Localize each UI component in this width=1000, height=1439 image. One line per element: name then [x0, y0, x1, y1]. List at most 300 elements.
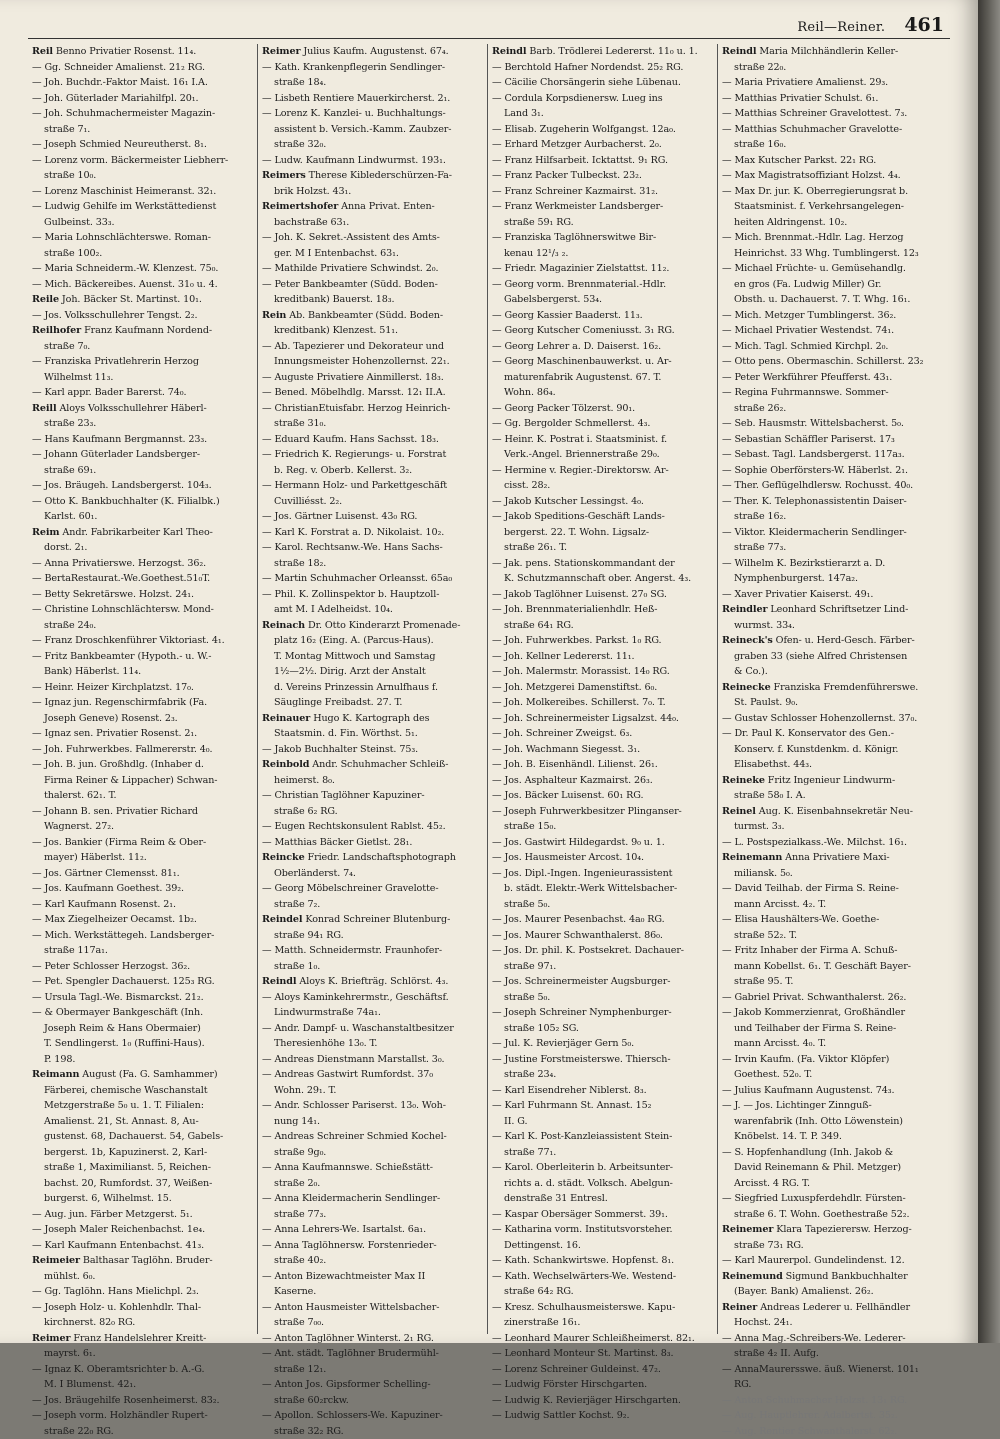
directory-entry-line: — Gg. Schneider Amalienst. 21₂ RG.	[32, 60, 253, 76]
directory-entry-line: — J. — Jos. Lichtinger Zinnguß-	[722, 1098, 944, 1114]
directory-entry-line: Land 3₁.	[492, 106, 713, 122]
directory-entry-line: — Bened. Möbelhdlg. Marsst. 12₁ II.A.	[262, 385, 483, 401]
directory-entry-line: straße 58₀ I. A.	[722, 788, 944, 804]
directory-entry-line: straße 15₀.	[492, 819, 713, 835]
directory-entry-line: straße 24₀.	[32, 618, 253, 634]
directory-entry-line: — Anton Taglöhner Winterst. 2₁ RG.	[262, 1331, 483, 1347]
directory-entry-line: — Anna Kleidermacherin Sendlinger-	[262, 1191, 483, 1207]
directory-entry-line: Gulbeinst. 33₃.	[32, 215, 253, 231]
directory-entry-line: straße 7₁.	[32, 122, 253, 138]
directory-entry-line: — Anna Taglöhnersw. Forstenrieder-	[262, 1238, 483, 1254]
directory-entry-line: — Christine Lohnschlächtersw. Mond-	[32, 602, 253, 618]
directory-entry-line: — Joh. Buchdr.-Faktor Maist. 16₁ I.A.	[32, 75, 253, 91]
directory-entry-line: — Lorenz Maschinist Heimeranst. 32₁.	[32, 184, 253, 200]
directory-entry-line: straße 32₂ RG.	[262, 1424, 483, 1439]
directory-entry-line: — Jos. Maurer Schwanthalerst. 86₀.	[492, 928, 713, 944]
directory-entry-line: miliansk. 5₀.	[722, 866, 944, 882]
directory-entry-line: straße 7₀.	[32, 339, 253, 355]
directory-entry-line: — Jakob Speditions-Geschäft Lands-	[492, 509, 713, 525]
directory-entry-line: — Kresz. Schulhausmeisterswe. Kapu-	[492, 1300, 713, 1316]
directory-entry-line: — Lorenz K. Kanzlei- u. Buchhaltungs-	[262, 106, 483, 122]
directory-entry-line: Heinrichst. 33 Whg. Tumblingerst. 12₃	[722, 246, 944, 262]
directory-entry-line: burgerst. 6, Wilhelmst. 15.	[32, 1191, 253, 1207]
directory-entry-line: brik Holzst. 43₁.	[262, 184, 483, 200]
directory-entry-line: Staatsmin. d. Fin. Wörthst. 5₁.	[262, 726, 483, 742]
directory-entry-line: mayrst. 6₁.	[32, 1346, 253, 1362]
directory-entry-line: — Jos. Volksschullehrer Tengst. 2₂.	[32, 308, 253, 324]
directory-entry-line: — Otto pens. Obermaschin. Schillerst. 23₂	[722, 354, 944, 370]
directory-entry-line: — Joh. Schreiner Zweigst. 6₃.	[492, 726, 713, 742]
directory-entry-line: — Joseph Maler Reichenbachst. 1e₄.	[32, 1222, 253, 1238]
directory-entry-line: — Ab. Tapezierer und Dekorateur und	[262, 339, 483, 355]
directory-entry-line: — Ludwig Sattler Kochst. 9₂.	[492, 1408, 713, 1424]
directory-entry-line: — Leonhard Monteur St. Martinst. 8₃.	[492, 1346, 713, 1362]
directory-entry-line: — Jakob Buchhalter Steinst. 75₃.	[262, 742, 483, 758]
directory-entry-line: Verk.-Angel. Briennerstraße 29₀.	[492, 447, 713, 463]
directory-entry-line: straße 18₄.	[262, 75, 483, 91]
directory-entry-line: — Joh. Brennmaterialienhdlr. Heß-	[492, 602, 713, 618]
directory-entry-line: straße 60₂rckw.	[262, 1393, 483, 1409]
directory-entry-line: — Maria Privatiere Amalienst. 29₃.	[722, 75, 944, 91]
directory-entry-line: — Andreas Schreiner Schmied Kochel-	[262, 1129, 483, 1145]
directory-entry-line: Reimers Therese Kiblederschürzen-Fa-	[262, 168, 483, 184]
directory-entry-line: — & Obermayer Bankgeschäft (Inh.	[32, 1005, 253, 1021]
directory-entry-line: straße 1, Maximilianst. 5, Reichen-	[32, 1160, 253, 1176]
directory-entry-line: — Elisab. Zugeherin Wolfgangst. 12a₀.	[492, 122, 713, 138]
directory-entry-line: — Anna Privatierswe. Herzogst. 36₂.	[32, 556, 253, 572]
directory-entry-line: straße 22₀.	[722, 60, 944, 76]
directory-entry-line: straße 23₄.	[492, 1067, 713, 1083]
directory-entry-line: Reile Joh. Bäcker St. Martinst. 10₁.	[32, 292, 253, 308]
directory-entry-line: — Heinr. Heizer Kirchplatzst. 17₀.	[32, 680, 253, 696]
directory-entry-line: — Michael Privatier Westendst. 74₁.	[722, 323, 944, 339]
directory-entry-line: — Joseph Fuhrwerkbesitzer Plinganser-	[492, 804, 713, 820]
directory-entry-line: straße 73₁ RG.	[722, 1238, 944, 1254]
directory-entry-line: b. Reg. v. Oberb. Kellerst. 3₂.	[262, 463, 483, 479]
directory-entry-line: — Phil. K. Zollinspektor b. Hauptzoll-	[262, 587, 483, 603]
directory-entry-line: — Gg. Taglöhn. Hans Mielichpl. 2₃.	[32, 1284, 253, 1300]
directory-entry-line: — Jos. Bäcker Luisenst. 60₁ RG.	[492, 788, 713, 804]
directory-entry-line: Reil Benno Privatier Rosenst. 11₄.	[32, 44, 253, 60]
directory-entry-line: — Gg. Bergolder Schmellerst. 4₃.	[492, 416, 713, 432]
directory-entry-line: b. städt. Elektr.-Werk Wittelsbacher-	[492, 881, 713, 897]
directory-entry-line: Innungsmeister Hohenzollernst. 22₁.	[262, 354, 483, 370]
directory-entry-line: straße 5₀.	[492, 990, 713, 1006]
directory-entry-line: — Karl K. Forstrat a. D. Nikolaist. 10₂.	[262, 525, 483, 541]
directory-entry-line: straße 22₀ RG.	[32, 1424, 253, 1439]
directory-entry-line: zinerstraße 16₁.	[492, 1315, 713, 1331]
directory-entry-line: — Sebastian Schäffler Pariserst. 17₃	[722, 432, 944, 448]
directory-entry-line: — Joseph vorm. Holzhändler Rupert-	[32, 1408, 253, 1424]
directory-entry-line: straße 16₂.	[722, 509, 944, 525]
directory-entry-line: — Dr. Paul K. Konservator des Gen.-	[722, 726, 944, 742]
directory-entry-line: Säuglinge Freibadst. 27. T.	[262, 695, 483, 711]
directory-entry-line: Dettingenst. 16.	[492, 1238, 713, 1254]
directory-entry-line: en gros (Fa. Ludwig Miller) Gr.	[722, 277, 944, 293]
directory-entry-line: — Karl K. Post-Kanzleiassistent Stein-	[492, 1129, 713, 1145]
directory-entry-line: mayer) Häberlst. 11₂.	[32, 850, 253, 866]
directory-entry-line: — Karl Fuhrmann St. Annast. 15₂	[492, 1098, 713, 1114]
directory-entry-line: straße 77₃.	[262, 1207, 483, 1223]
directory-entry-line: — Xaver Privatier Kaiserst. 49₁.	[722, 587, 944, 603]
directory-entry-line: — Katharina vorm. Institutsvorsteher.	[492, 1222, 713, 1238]
directory-entry-line: — Jos. Asphalteur Kazmairst. 26₃.	[492, 773, 713, 789]
directory-entry-line: — Lisbeth Rentiere Mauerkircherst. 2₁.	[262, 91, 483, 107]
directory-entry-line: amt M. I Adelheidst. 10₄.	[262, 602, 483, 618]
directory-entry-line: richts a. d. städt. Volksch. Abelgun-	[492, 1176, 713, 1192]
directory-entry-line: Reimann August (Fa. G. Samhammer)	[32, 1067, 253, 1083]
directory-entry-line: — Andreas Gastwirt Rumfordst. 37₀	[262, 1067, 483, 1083]
directory-entry-line: mann Arcisst. 4₂. T.	[722, 897, 944, 913]
directory-entry-line: — Georg Packer Tölzerst. 90₁.	[492, 401, 713, 417]
directory-entry-line: — Karol. Oberleiterin b. Arbeitsunter-	[492, 1160, 713, 1176]
directory-entry-line: Reindler Leonhard Schriftsetzer Lind-	[722, 602, 944, 618]
directory-entry-line: — Franz Droschkenführer Viktoriast. 4₁.	[32, 633, 253, 649]
directory-entry-line: — Hermann Holz- und Parkettgeschäft	[262, 478, 483, 494]
directory-entry-line: — Eduard Kaufm. Hans Sachsst. 18₃.	[262, 432, 483, 448]
directory-entry-line: straße 105₂ SG.	[492, 1021, 713, 1037]
directory-entry-line: Reim Andr. Fabrikarbeiter Karl Theo-	[32, 525, 253, 541]
directory-entry-line: straße 6. T. Wohn. Goethestraße 52₂.	[722, 1207, 944, 1223]
directory-entry-line: — Elisa Haushälters-We. Goethe-	[722, 912, 944, 928]
directory-entry-line: — Gabriel Privat. Schwanthalerst. 26₂.	[722, 990, 944, 1006]
directory-entry-line: — Wilhelm K. Bezirkstierarzt a. D.	[722, 556, 944, 572]
directory-entry-line: — Karl Maurerpol. Gundelindenst. 12.	[722, 1253, 944, 1269]
directory-entry-line: und Teilhaber der Firma S. Reine-	[722, 1021, 944, 1037]
directory-entry-line: dorst. 2₁.	[32, 540, 253, 556]
directory-entry-line: — Joh. Malermstr. Morassist. 14₀ RG.	[492, 664, 713, 680]
directory-entry-line: — Mich. Metzger Tumblingerst. 36₂.	[722, 308, 944, 324]
directory-entry-line: cisst. 28₂.	[492, 478, 713, 494]
directory-entry-line: straße 117a₁.	[32, 943, 253, 959]
directory-entry-line: — Michael Früchte- u. Gemüsehandlg.	[722, 261, 944, 277]
directory-entry-line: — Jos. Maurer Pesenbachst. 4a₀ RG.	[492, 912, 713, 928]
directory-entry-line: d. Vereins Prinzessin Arnulfhaus f.	[262, 680, 483, 696]
directory-entry-line: — Joh. Schreinermeister Ligsalzst. 44₀.	[492, 711, 713, 727]
directory-entry-line: straße 64₁ RG.	[492, 618, 713, 634]
directory-entry-line: straße 97₁.	[492, 959, 713, 975]
directory-entry-line: — Anna Lehrers-We. Isartalst. 6a₁.	[262, 1222, 483, 1238]
directory-entry-line: — Aug. jun. Färber Metzgerst. 5₁.	[32, 1207, 253, 1223]
directory-entry-line: mühlst. 6₀.	[32, 1269, 253, 1285]
directory-entry-line: straße 2₀.	[262, 1176, 483, 1192]
directory-entry-line: — Georg Lehrer a. D. Daiserst. 16₂.	[492, 339, 713, 355]
directory-entry-line: straße 40₂.	[262, 1253, 483, 1269]
directory-entry-line: M. I Blumenst. 42₁.	[32, 1377, 253, 1393]
directory-entry-line: straße 100₂.	[32, 246, 253, 262]
directory-entry-line: — Peter Bankbeamter (Südd. Boden-	[262, 277, 483, 293]
directory-entry-line: bergerst. 22. T. Wohn. Ligsalz-	[492, 525, 713, 541]
directory-entry-line: Reinecke Franziska Fremdenführerswe.	[722, 680, 944, 696]
directory-entry-line: — Georg Kutscher Comeniusst. 3₁ RG.	[492, 323, 713, 339]
directory-entry-line: RG.	[722, 1377, 944, 1393]
directory-entry-line: — S. Hopfenhandlung (Inh. Jakob &	[722, 1145, 944, 1161]
directory-entry-line: — Fritz Bankbeamter (Hypoth.- u. W.-	[32, 649, 253, 665]
directory-entry-line: Reinbold Andr. Schuhmacher Schleiß-	[262, 757, 483, 773]
directory-entry-line: — Anna Kaufmannswe. Schießstätt-	[262, 1160, 483, 1176]
directory-entry-line: straße 77₃.	[722, 540, 944, 556]
directory-entry-line: — Ludw. Kaufmann Lindwurmst. 193₁.	[262, 153, 483, 169]
directory-entry-line: — Mathilde Privatiere Schwindst. 2₀.	[262, 261, 483, 277]
directory-entry-line: — Joseph Schmied Neureutherst. 8₁.	[32, 137, 253, 153]
directory-entry-line: — Joh. Metzgerei Damenstiftst. 6₀.	[492, 680, 713, 696]
directory-entry-line: warenfabrik (Inh. Otto Löwenstein)	[722, 1114, 944, 1130]
directory-entry-line: — Georg Möbelschreiner Gravelotte-	[262, 881, 483, 897]
page-number: 461	[904, 14, 944, 36]
directory-entry-line: — Lorenz vorm. Bäckermeister Liebherr-	[32, 153, 253, 169]
directory-entry-line: — Jos. Dipl.-Ingen. Ingenieurassistent	[492, 866, 713, 882]
directory-entry-line: — Franz Hilfsarbeit. Icktattst. 9₁ RG.	[492, 153, 713, 169]
directory-entry-line: — Leonhard Maurer Schleißheimerst. 82₁.	[492, 1331, 713, 1347]
directory-entry-line: (Bayer. Bank) Amalienst. 26₂.	[722, 1284, 944, 1300]
directory-entry-line: heimerst. 8₀.	[262, 773, 483, 789]
directory-entry-line: — Andr. Schlosser Pariserst. 13₀. Woh-	[262, 1098, 483, 1114]
directory-entry-line: — Franziska Privatlehrerin Herzog	[32, 354, 253, 370]
directory-entry-line: Lindwurmstraße 74a₁.	[262, 1005, 483, 1021]
directory-entry-line: — Anton Bizewachtmeister Max II	[262, 1269, 483, 1285]
directory-entry-line: — Ther. K. Telephonassistentin Daiser-	[722, 494, 944, 510]
directory-entry-line: — L. Postspezialkass.-We. Milchst. 16₁.	[722, 835, 944, 851]
directory-entry-line: — Sophie Oberförsters-W. Häberlst. 2₁.	[722, 463, 944, 479]
directory-entry-line: — Kath. Krankenpflegerin Sendlinger-	[262, 60, 483, 76]
directory-entry-line: — Matthias Bäcker Gietlst. 28₁.	[262, 835, 483, 851]
directory-entry-line: — Berchtold Hafner Nordendst. 25₂ RG.	[492, 60, 713, 76]
directory-entry-line: — Lorenz Schreiner Guldeinst. 47₂.	[492, 1362, 713, 1378]
directory-entry-line: — Anna Mag.-Schreibers-We. Lederer-	[722, 1331, 944, 1347]
directory-entry-line: Reinel Aug. K. Eisenbahnsekretär Neu-	[722, 804, 944, 820]
directory-entry-line: straße 4₂ II. Aufg.	[722, 1346, 944, 1362]
directory-entry-line: — Jos. Bräugehilfe Rosenheimerst. 83₂.	[32, 1393, 253, 1409]
directory-entry-line: Reimeier Balthasar Taglöhn. Bruder-	[32, 1253, 253, 1269]
directory-entry-line: Wagnerst. 27₂.	[32, 819, 253, 835]
directory-entry-line: — Joh. Güterlader Mariahilfpl. 20₁.	[32, 91, 253, 107]
directory-entry-line: P. 198.	[32, 1052, 253, 1068]
directory-entry-line: straße 5₀.	[492, 897, 713, 913]
directory-entry-line: straße 12₁.	[262, 1362, 483, 1378]
directory-entry-line: — Friedr. Magazinier Zielstattst. 11₂.	[492, 261, 713, 277]
directory-entry-line: straße 64₂ RG.	[492, 1284, 713, 1300]
directory-entry-line: — Hermine v. Regier.-Direktorsw. Ar-	[492, 463, 713, 479]
directory-entry-line: Reineke Fritz Ingenieur Lindwurm-	[722, 773, 944, 789]
directory-entry-line: ger. M I Entenbachst. 63₁.	[262, 246, 483, 262]
column-1	[28, 44, 258, 1334]
directory-entry-line: — BertaRestaurat.-We.Goethest.51₀T.	[32, 571, 253, 587]
directory-entry-line: — Mich. Bäckereibes. Auenst. 31₀ u. 4.	[32, 277, 253, 293]
directory-entry-line: — Ant. städt. Taglöhner Brudermühl-	[262, 1346, 483, 1362]
directory-entry-line: denstraße 31 Entresl.	[492, 1191, 713, 1207]
directory-entry-line: kirchnerst. 82₀ RG.	[32, 1315, 253, 1331]
directory-entry-line: Reineck's Ofen- u. Herd-Gesch. Färber-	[722, 633, 944, 649]
directory-entry-line: — Maria Schneiderm.-W. Klenzest. 75₀.	[32, 261, 253, 277]
directory-entry-line: Rein Ab. Bankbeamter (Südd. Boden-	[262, 308, 483, 324]
directory-entry-line: T. Montag Mittwoch und Samstag	[262, 649, 483, 665]
directory-entry-line: Reilhofer Franz Kaufmann Nordend-	[32, 323, 253, 339]
directory-entry-line: — Kaspar Obersäger Sommerst. 39₁.	[492, 1207, 713, 1223]
directory-entry-line: — Matthias Schuhmacher Gravelotte-	[722, 122, 944, 138]
directory-entry-line: — Martin Schuhmacher Orleansst. 65a₀	[262, 571, 483, 587]
directory-entry-line: — Jos. Dr. phil. K. Postsekret. Dachauer-	[492, 943, 713, 959]
directory-entry-line: — Jakob Kommerzienrat, Großhändler	[722, 1005, 944, 1021]
directory-entry-line: bachstraße 63₁.	[262, 215, 483, 231]
column-4	[718, 44, 948, 1334]
directory-entry-line: — Karl Eisendreher Niblerst. 8₃.	[492, 1083, 713, 1099]
directory-entry-line: straße 7₂.	[262, 897, 483, 913]
directory-entry-line: — Jakob Kutscher Lessingst. 4₀.	[492, 494, 713, 510]
directory-entry-line: nung 14₁.	[262, 1114, 483, 1130]
page-header	[797, 14, 944, 36]
directory-entry-line: — Friedrich K. Regierungs- u. Forstrat	[262, 447, 483, 463]
directory-entry-line: — Auguste Privatiere Ainmillerst. 18₃.	[262, 370, 483, 386]
directory-entry-line: — Georg vorm. Brennmaterial.-Hdlr.	[492, 277, 713, 293]
directory-entry-line: — Franz Packer Tulbeckst. 23₂.	[492, 168, 713, 184]
directory-entry-line: II. G.	[492, 1114, 713, 1130]
directory-entry-line: straße 32₀.	[262, 137, 483, 153]
directory-entry-line: — Joseph Schreiner Nymphenburger-	[492, 1005, 713, 1021]
directory-entry-line: — Fritz Inhaber der Firma A. Schuß-	[722, 943, 944, 959]
directory-entry-line: — Joh. Fuhrwerkbes. Parkst. 1₀ RG.	[492, 633, 713, 649]
directory-entry-line: Wilhelmst 11₃.	[32, 370, 253, 386]
column-2	[258, 44, 488, 1334]
directory-entry-line: — AnnaMaurersswe. äuß. Wienerst. 101₁	[722, 1362, 944, 1378]
directory-entry-line: — Joh. Fuhrwerkbes. Fallmererstr. 4₀.	[32, 742, 253, 758]
directory-entry-line: heiten Aldringenst. 10₂.	[722, 215, 944, 231]
directory-entry-line: Reinach Dr. Otto Kinderarzt Promenade-	[262, 618, 483, 634]
directory-entry-line: — Julius Kaufmann Augustenst. 74₃.	[722, 1083, 944, 1099]
directory-entry-line: Reinemund Sigmund Bankbuchhalter	[722, 1269, 944, 1285]
directory-entry-line: Reimer Julius Kaufm. Augustenst. 67₄.	[262, 44, 483, 60]
directory-entry-line: bergerst. 1b, Kapuzinerst. 2, Karl-	[32, 1145, 253, 1161]
directory-entry-line: platz 16₂ (Eing. A. (Parcus-Haus).	[262, 633, 483, 649]
directory-entry-line: — Viktor. Kleidermacherin Sendlinger-	[722, 525, 944, 541]
directory-entry-line: — Matthias Privatier Schulst. 6₁.	[722, 91, 944, 107]
directory-entry-line: bachst. 20, Rumfordst. 37, Weißen-	[32, 1176, 253, 1192]
directory-entry-line: — Joh. Schuhmachermeister Magazin-	[32, 106, 253, 122]
directory-entry-line: Obsth. u. Dachauerst. 7. T. Whg. 16₁.	[722, 292, 944, 308]
directory-entry-line: Reincke Friedr. Landschaftsphotograph	[262, 850, 483, 866]
directory-entry-line: Reiner Andreas Lederer u. Fellhändler	[722, 1300, 944, 1316]
directory-entry-line: St. Paulst. 9₀.	[722, 695, 944, 711]
directory-entry-line: Joseph Reim & Hans Obermaier)	[32, 1021, 253, 1037]
directory-entry-line: straße 31₀.	[262, 416, 483, 432]
directory-entry-line: — Franz Schreiner Kazmairst. 31₂.	[492, 184, 713, 200]
directory-entry-line: Oberländerst. 7₄.	[262, 866, 483, 882]
directory-entry-line: Goethest. 52₀. T.	[722, 1067, 944, 1083]
directory-entry-line: Reinemann Anna Privatiere Maxi-	[722, 850, 944, 866]
directory-entry-line: Metzgerstraße 5₀ u. 1. T. Filialen:	[32, 1098, 253, 1114]
directory-entry-line: — Heinr. K. Postrat i. Staatsminist. f.	[492, 432, 713, 448]
directory-entry-line: — Kath. Wechselwärters-We. Westend-	[492, 1269, 713, 1285]
directory-entry-line: Reinauer Hugo K. Kartograph des	[262, 711, 483, 727]
directory-entry-line: — Christian Taglöhner Kapuziner-	[262, 788, 483, 804]
directory-entry-line: — Ignaz K. Oberamtsrichter b. A.-G.	[32, 1362, 253, 1378]
directory-entry-line: — Jos. Gärtner Clemensst. 81₁.	[32, 866, 253, 882]
directory-entry-line: — Franziska Taglöhnerswitwe Bir-	[492, 230, 713, 246]
directory-entry-line: — Kath. Schankwirtswe. Hopfenst. 8₁.	[492, 1253, 713, 1269]
directory-entry-line: Reindel Konrad Schreiner Blutenburg-	[262, 912, 483, 928]
directory-entry-line: straße 94₁ RG.	[262, 928, 483, 944]
directory-entry-line: — Max Dr. jur. K. Oberregierungsrat b.	[722, 184, 944, 200]
directory-entry-line: — Gustav Schlosser Hohenzollernst. 37₀.	[722, 711, 944, 727]
directory-entry-line: mann Kobellst. 6₁. T. Geschäft Bayer-	[722, 959, 944, 975]
directory-entry-line: — Jakob Taglöhner Luisenst. 27₀ SG.	[492, 587, 713, 603]
directory-entry-line: — Sebast. Tagl. Landsbergerst. 117a₃.	[722, 447, 944, 463]
directory-entry-line: — Joh. Kellner Ledererst. 11₁.	[492, 649, 713, 665]
directory-entry-line: — Cäcilie Chorsängerin siehe Lübenau.	[492, 75, 713, 91]
directory-entry-line: straße 77₁.	[492, 1145, 713, 1161]
directory-entry-line: — Ludwig Gehilfe im Werkstättedienst	[32, 199, 253, 215]
directory-entry-line: — Mich. Brennmat.-Hdlr. Lag. Herzog	[722, 230, 944, 246]
directory-entry-line: — Joh. B. jun. Großhdlg. (Inhaber d.	[32, 757, 253, 773]
directory-entry-line: — Franz Werkmeister Landsberger-	[492, 199, 713, 215]
directory-entry-line: straße 1₀.	[262, 959, 483, 975]
directory-entry-line: — Andreas Dienstmann Marstallst. 3₀.	[262, 1052, 483, 1068]
directory-entry-line: Knöbelst. 14. T. P. 349.	[722, 1129, 944, 1145]
directory-entry-line: Reimertshofer Anna Privat. Enten-	[262, 199, 483, 215]
directory-entry-line: — Betty Sekretärswe. Holzst. 24₁.	[32, 587, 253, 603]
directory-entry-line: kenau 12¹/₃ ₂.	[492, 246, 713, 262]
directory-entry-line: Reimer Franz Handelslehrer Kreitt-	[32, 1331, 253, 1347]
directory-entry-line: — Georg Maschinenbauwerkst. u. Ar-	[492, 354, 713, 370]
directory-entry-line: Theresienhöhe 13₀. T.	[262, 1036, 483, 1052]
directory-entry-line: & Co.).	[722, 664, 944, 680]
directory-entry-line: straße 18₂.	[262, 556, 483, 572]
directory-entry-line: Färberei, chemische Waschanstalt	[32, 1083, 253, 1099]
directory-entry-line: — Eugen Rechtskonsulent Rablst. 45₂.	[262, 819, 483, 835]
directory-entry-line: — Andr. Dampf- u. Waschanstaltbesitzer	[262, 1021, 483, 1037]
directory-entry-line: — Matth. Schneidermstr. Fraunhofer-	[262, 943, 483, 959]
directory-entry-line: — Karl appr. Bader Barerst. 74₀.	[32, 385, 253, 401]
directory-entry-line: — Jos. Hausmeister Arcost. 10₄.	[492, 850, 713, 866]
directory-entry-line: — Aug. Hauptlehrer. Adalbertst. 35₂.	[722, 1408, 944, 1424]
directory-entry-line: — Matthias Schreiner Gravelottest. 7₃.	[722, 106, 944, 122]
directory-entry-line: Arcisst. 4 RG. T.	[722, 1176, 944, 1192]
directory-entry-line: — Anton Hausmeister Wittelsbacher-	[262, 1300, 483, 1316]
directory-entry-line: straße 7₀₀.	[262, 1315, 483, 1331]
directory-entry-line: — Max Magistratsoffiziant Holzst. 4₄.	[722, 168, 944, 184]
directory-entry-line: straße 9g₀.	[262, 1145, 483, 1161]
directory-entry-line: — Mich. Werkstättegeh. Landsberger-	[32, 928, 253, 944]
directory-entry-line: T. Sendlingerst. 1₀ (Ruffini-Haus).	[32, 1036, 253, 1052]
directory-entry-line: graben 33 (siehe Alfred Christensen	[722, 649, 944, 665]
directory-entry-line: Reinemer Klara Tapezierersw. Herzog-	[722, 1222, 944, 1238]
directory-entry-line: — Max Kutscher Parkst. 22₁ RG.	[722, 153, 944, 169]
directory-entry-line: maturenfabrik Augustenst. 67. T.	[492, 370, 713, 386]
directory-entry-line: thalerst. 62₁. T.	[32, 788, 253, 804]
directory-entry-line: — Johann Güterlader Landsberger-	[32, 447, 253, 463]
directory-entry-line: — Jos. Schreinermeister Augsburger-	[492, 974, 713, 990]
directory-entry-line: — ChristianEtuisfabr. Herzog Heinrich-	[262, 401, 483, 417]
text-columns	[28, 44, 950, 1334]
directory-entry-line: mann Arcisst. 4₀. T.	[722, 1036, 944, 1052]
directory-entry-line: straße 23₃.	[32, 416, 253, 432]
directory-entry-line: Reindl Aloys K. Briefträg. Schlörst. 4₃.	[262, 974, 483, 990]
directory-entry-line: kreditbank) Klenzest. 51₁.	[262, 323, 483, 339]
directory-entry-line: Joseph Geneve) Rosenst. 2₃.	[32, 711, 253, 727]
directory-entry-line: — Ignaz jun. Regenschirmfabrik (Fa.	[32, 695, 253, 711]
directory-entry-line: — Aloys Kaminkehrermstr., Geschäftsf.	[262, 990, 483, 1006]
directory-entry-line: Konserv. f. Kunstdenkm. d. Königr.	[722, 742, 944, 758]
directory-entry-line: Karlst. 60₁.	[32, 509, 253, 525]
directory-entry-line: — Anton Jos. Gipsformer Schelling-	[262, 1377, 483, 1393]
directory-entry-line: Reill Aloys Volksschullehrer Häberl-	[32, 401, 253, 417]
directory-entry-line: Reindl Maria Milchhändlerin Keller-	[722, 44, 944, 60]
directory-entry-line: — Ursula Tagl.-We. Bismarckst. 21₂.	[32, 990, 253, 1006]
directory-entry-line: — Hans Kaufmann Bergmannst. 23₃.	[32, 432, 253, 448]
directory-entry-line: straße 95. T.	[722, 974, 944, 990]
directory-entry-line: — Jos. Gärtner Luisenst. 43₀ RG.	[262, 509, 483, 525]
directory-entry-line: — Seb. Hausmstr. Wittelsbacherst. 5₀.	[722, 416, 944, 432]
directory-entry-line: straße 10₀.	[32, 168, 253, 184]
